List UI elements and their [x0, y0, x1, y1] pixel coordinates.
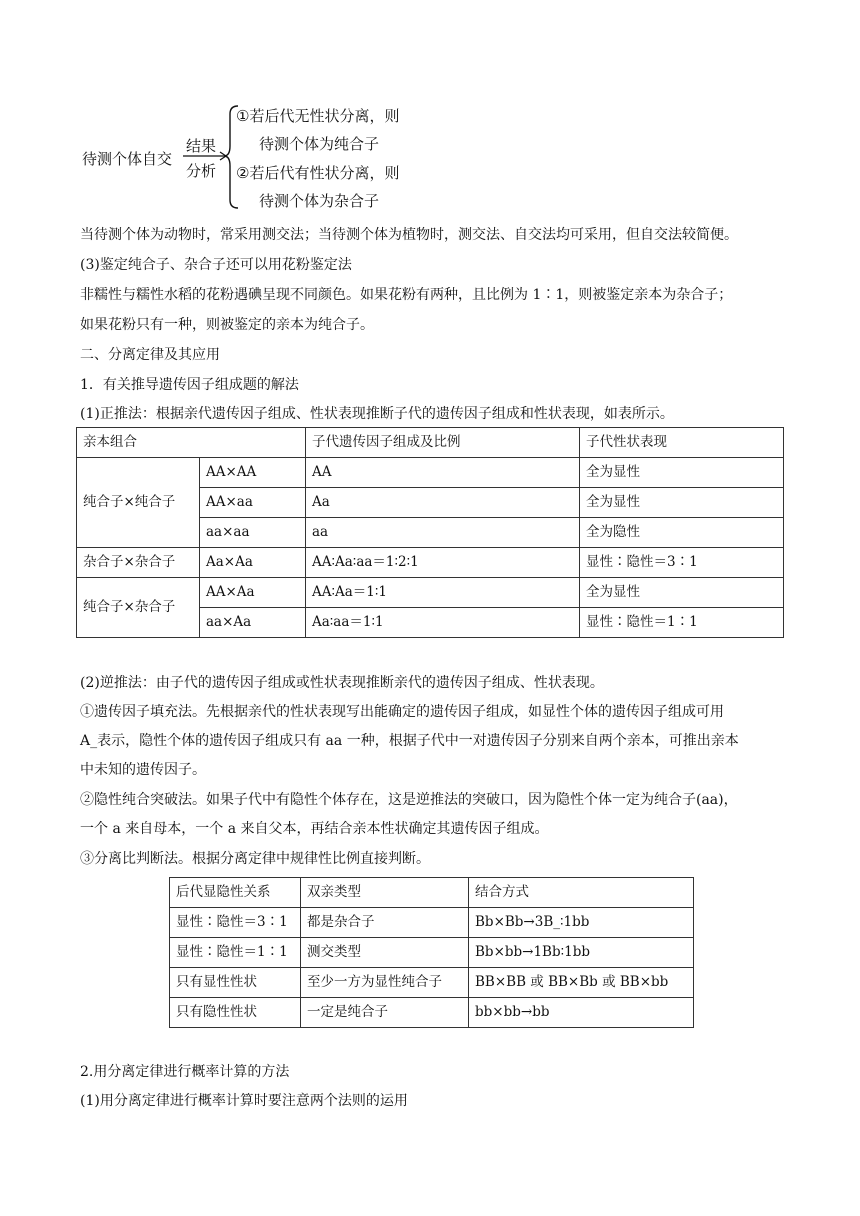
table-cell: 全为隐性	[580, 518, 784, 548]
table-cell: 只有隐性性状	[170, 998, 301, 1028]
paragraph: 如果花粉只有一种，则被鉴定的亲本为纯合子。	[80, 317, 374, 333]
table-header: 双亲类型	[301, 878, 469, 908]
table-cell: 都是杂合子	[301, 908, 469, 938]
paragraph: 中未知的遗传因子。	[80, 762, 206, 778]
paragraph: A_表示，隐性个体的遗传因子组成只有 aa 一种，根据子代中一对遗传因子分别来自两个亲本，可推出亲本	[80, 733, 739, 749]
table-group-cell: 杂合子×杂合子	[77, 548, 200, 578]
table-cell: 至少一方为显性纯合子	[301, 968, 469, 998]
table-cell: 显性∶隐性＝3∶1	[170, 908, 301, 938]
table-row	[77, 548, 784, 578]
table-header-row	[170, 878, 694, 908]
sub-heading: 2.用分离定律进行概率计算的方法	[80, 1064, 290, 1080]
table-header: 子代性状表现	[580, 428, 784, 458]
table-row	[170, 998, 694, 1028]
table-cell: 只有显性性状	[170, 968, 301, 998]
table-cell: Bb×Bb→3B_∶1bb	[469, 908, 694, 938]
paragraph: (1)正推法：根据亲代遗传因子组成、性状表现推断子代的遗传因子组成和性状表现，如表所示。	[80, 406, 674, 422]
paragraph: 当待测个体为动物时，常采用测交法；当待测个体为植物时，测交法、自交法均可采用，但自交法较简便。	[80, 227, 738, 243]
table-cell: BB×BB 或 BB×Bb 或 BB×bb	[469, 968, 694, 998]
table-cell: Aa×Aa	[200, 548, 306, 578]
table-header: 亲本组合	[77, 428, 306, 458]
table-row	[170, 908, 694, 938]
table-row	[77, 578, 784, 608]
paragraph: 一个 a 来自母本，一个 a 来自父本，再结合亲本性状确定其遗传因子组成。	[80, 821, 549, 837]
table-cell: 测交类型	[301, 938, 469, 968]
result-1-line1: ①若后代无性状分离，则	[236, 107, 400, 125]
table-cell: Aa	[306, 488, 580, 518]
table-row	[170, 968, 694, 998]
table-cell: AA×AA	[200, 458, 306, 488]
result-1-line2: 待测个体为纯合子	[259, 135, 380, 153]
table-cell: aa	[306, 518, 580, 548]
diagram-label-line2: 分析	[186, 162, 217, 180]
result-2-line1: ②若后代有性状分离，则	[236, 164, 400, 182]
table-group-cell: 纯合子×纯合子	[77, 458, 200, 548]
table-cell: 全为显性	[580, 578, 784, 608]
forward-inference-table	[76, 427, 784, 638]
table-cell: Bb×bb→1Bb∶1bb	[469, 938, 694, 968]
paragraph: (2)逆推法：由子代的遗传因子组成或性状表现推断亲代的遗传因子组成、性状表现。	[80, 675, 604, 691]
table-cell: Aa∶aa＝1∶1	[306, 608, 580, 638]
paragraph: ②隐性纯合突破法。如果子代中有隐性个体存在，这是逆推法的突破口，因为隐性个体一定为纯合子(aa)，	[80, 792, 738, 808]
table-cell: 显性∶隐性＝3∶1	[580, 548, 784, 578]
table-row	[170, 938, 694, 968]
table-cell: AA	[306, 458, 580, 488]
paragraph: 非糯性与糯性水稻的花粉遇碘呈现不同颜色。如果花粉有两种，且比例为 1∶1，则被鉴定亲本为杂合子；	[80, 287, 733, 303]
paragraph: (3)鉴定纯合子、杂合子还可以用花粉鉴定法	[80, 257, 352, 273]
paragraph: ①遗传因子填充法。先根据亲代的性状表现写出能确定的遗传因子组成，如显性个体的遗传因子组成可用	[80, 704, 724, 720]
ratio-judgement-table	[169, 877, 694, 1028]
table-row	[77, 458, 784, 488]
result-2-line2: 待测个体为杂合子	[259, 192, 380, 210]
table-cell: 显性∶隐性＝1∶1	[580, 608, 784, 638]
table-header: 后代显隐性关系	[170, 878, 301, 908]
table-group-cell: 纯合子×杂合子	[77, 578, 200, 638]
table-cell: 一定是纯合子	[301, 998, 469, 1028]
table-header: 结合方式	[469, 878, 694, 908]
table-header-row	[77, 428, 784, 458]
paragraph: (1)用分离定律进行概率计算时要注意两个法则的运用	[80, 1093, 408, 1109]
table-cell: aa×aa	[200, 518, 306, 548]
table-cell: 显性∶隐性＝1∶1	[170, 938, 301, 968]
sub-heading: 1．有关推导遗传因子组成题的解法	[80, 377, 299, 393]
diagram-label-line1: 结果	[186, 137, 217, 155]
table-header: 子代遗传因子组成及比例	[306, 428, 580, 458]
table-cell: 全为显性	[580, 458, 784, 488]
table-cell: AA∶Aa∶aa＝1∶2∶1	[306, 548, 580, 578]
section-heading: 二、分离定律及其应用	[80, 347, 220, 363]
table-cell: bb×bb→bb	[469, 998, 694, 1028]
table-cell: AA×aa	[200, 488, 306, 518]
table-cell: 全为显性	[580, 488, 784, 518]
table-cell: AA∶Aa＝1∶1	[306, 578, 580, 608]
diagram-subject: 待测个体自交	[82, 150, 173, 168]
paragraph: ③分离比判断法。根据分离定律中规律性比例直接判断。	[80, 851, 430, 867]
table-cell: AA×Aa	[200, 578, 306, 608]
table-cell: aa×Aa	[200, 608, 306, 638]
arrow-and-brace	[180, 100, 240, 215]
